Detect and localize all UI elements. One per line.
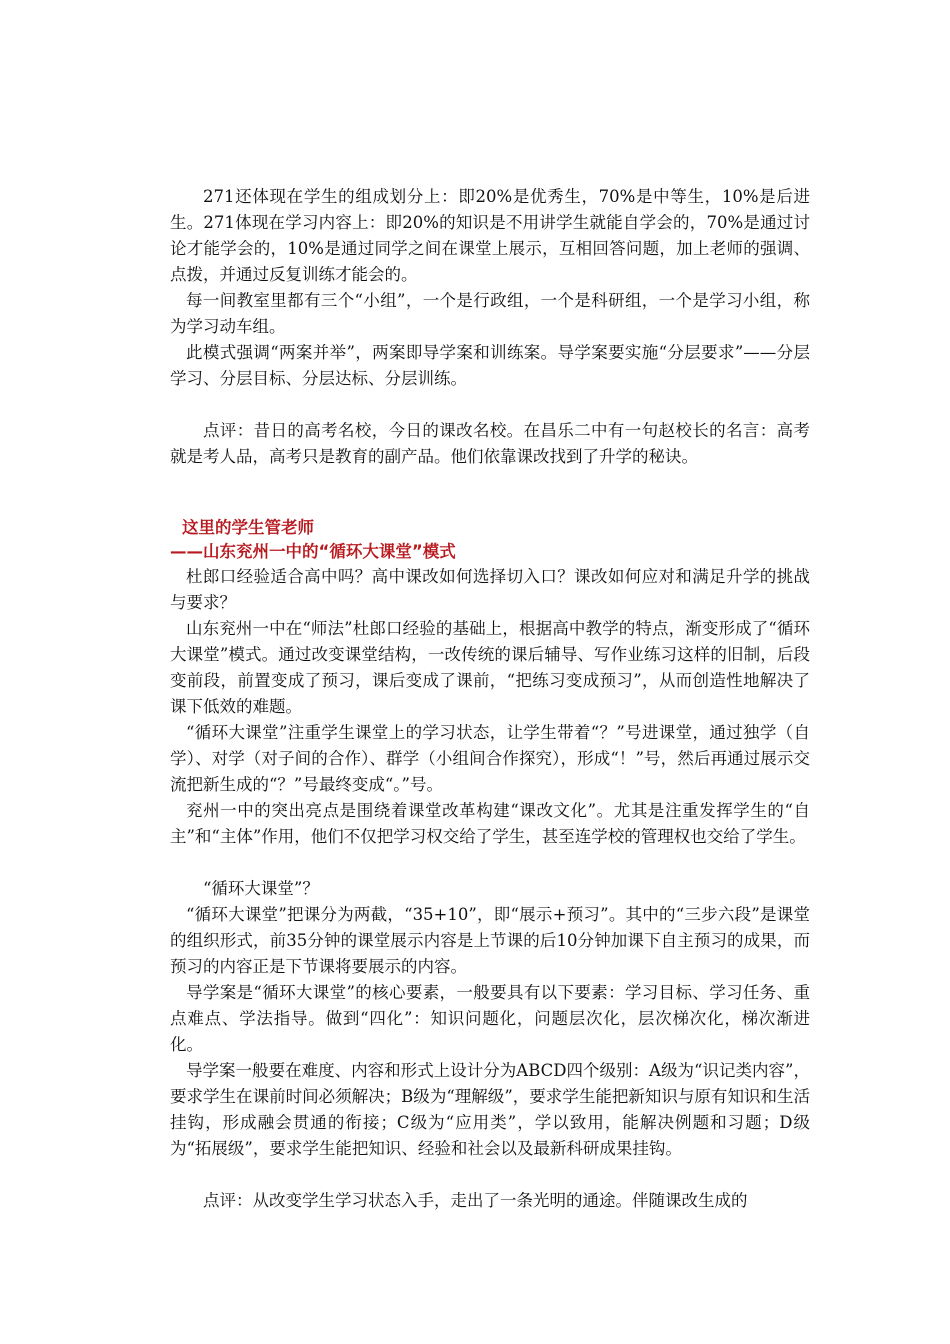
paragraph-two-plans: 此模式强调“两案并举”，两案即导学案和训练案。导学案要实施“分层要求”——分层学习、分层目标、分层达标、分层训练。 bbox=[170, 343, 810, 388]
paragraph-questions: 杜郎口经验适合高中吗？高中课改如何选择切入口？课改如何应对和满足升学的挑战与要求？ bbox=[170, 567, 810, 612]
paragraph-three-groups: 每一间教室里都有三个“小组”，一个是行政组，一个是科研组，一个是学习小组，称为学习动车组。 bbox=[170, 291, 810, 336]
section-subtitle: ——山东兖州一中的“循环大课堂”模式 bbox=[170, 542, 456, 561]
paragraph-abcd-levels: 导学案一般要在难度、内容和形式上设计分为ABCD四个级别：A级为“识记类内容”，要求学生在课前时间必须解决；B级为“理解级”，要求学生能把新知识与原有知识和生活挂钩，形成融会贯通的衔接；C级为“应用类”，学以致用，能解决例题和习题；D级为“拓展级”，要求学生能把知识、经验和社会以及最新科研成果挂钩。 bbox=[170, 1061, 810, 1158]
paragraph-culture: 兖州一中的突出亮点是围绕着课堂改革构建“课改文化”。尤其是注重发挥学生的“自主”和“主体”作用，他们不仅把学习权交给了学生，甚至连学校的管理权也交给了学生。 bbox=[170, 801, 810, 846]
paragraph-yanzhou-intro: 山东兖州一中在“师法”杜郎口经验的基础上，根据高中教学的特点，渐变形成了“循环大课堂”模式。通过改变课堂结构，一改传统的课后辅导、写作业练习这样的旧制，后段变前段，前置变成了预习，课后变成了课前，“把练习变成预习”，从而创造性地解决了课下低效的难题。 bbox=[170, 619, 810, 716]
paragraph-35-plus-10: “循环大课堂”把课分为两截，“35+10”，即“展示+预习”。其中的“三步六段”是课堂的组织形式，前35分钟的课堂展示内容是上节课的后10分钟加课下自主预习的成果，而预习的内容正是下节课将要展示的内容。 bbox=[170, 905, 810, 976]
paragraph-guide-elements: 导学案是“循环大课堂”的核心要素，一般要具有以下要素：学习目标、学习任务、重点难点、学法指导。做到“四化”：知识问题化，问题层次化，层次梯次化，梯次渐进化。 bbox=[170, 983, 810, 1054]
paragraph-learning-state: “循环大课堂”注重学生课堂上的学习状态，让学生带着“？”号进课堂，通过独学（自学）、对学（对子间的合作）、群学（小组间合作探究），形成“！”号，然后再通过展示交流把新生成的“？”号最终变成“。”号。 bbox=[170, 723, 810, 794]
section-title: 这里的学生管老师 bbox=[182, 518, 314, 537]
question-heading: “循环大课堂”？ bbox=[203, 879, 319, 898]
paragraph-271-composition: 271还体现在学生的组成划分上：即20%是优秀生，70%是中等生，10%是后进生。271体现在学习内容上：即20%的知识是不用讲学生就能自学会的，70%是通过讨论才能学会的，10%是通过同学之间在课堂上展示，互相回答问题，加上老师的强调、点拨，并通过反复训练才能会的。 bbox=[170, 187, 810, 284]
comment-yanzhou: 点评：从改变学生学习状态入手，走出了一条光明的通途。伴随课改生成的 bbox=[203, 1191, 748, 1210]
comment-changle: 点评：昔日的高考名校，今日的课改名校。在昌乐二中有一句赵校长的名言：高考就是考人品，高考只是教育的副产品。他们依靠课改找到了升学的秘诀。 bbox=[170, 421, 810, 466]
document-page bbox=[170, 184, 810, 1214]
